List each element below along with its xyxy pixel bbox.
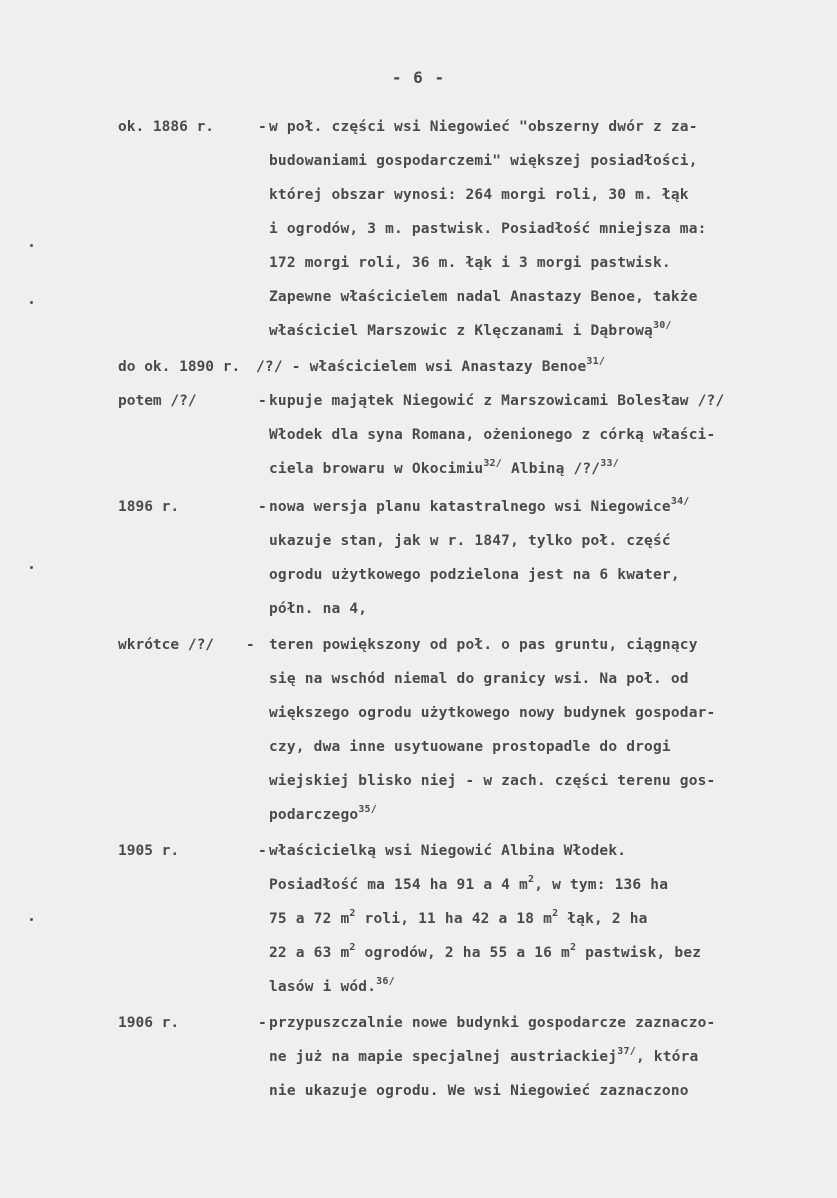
entry-text: [269, 110, 789, 348]
text-fragment: Posiadłość ma 154 ha 91 a 4 m: [269, 877, 528, 893]
text-fragment: pastwisk, bez: [576, 945, 702, 961]
superscript-unit: 2: [349, 942, 356, 954]
entry-dash: -: [258, 393, 267, 409]
entry-text: [269, 834, 789, 1004]
margin-mark: [30, 244, 33, 247]
footnote-ref: 37/: [617, 1046, 636, 1058]
superscript-unit: 2: [349, 908, 356, 920]
entry-date: ok. 1886 r.: [118, 119, 215, 135]
text-line: czy, dwa inne usytuowane prostopadle do drogi: [269, 739, 671, 755]
text-line: ogrodu użytkowego podzielona jest na 6 kwater,: [269, 567, 680, 583]
text-line: [269, 798, 789, 832]
text-line: półn. na 4,: [269, 601, 368, 617]
entry-text: [256, 350, 776, 384]
text-line: wiejskiej blisko niej - w zach. części terenu gos-: [269, 773, 716, 789]
footnote-ref: 30/: [652, 320, 672, 332]
text-fragment: ogrodów, 2 ha 55 a 16 m: [355, 945, 570, 961]
text-line: teren powiększony od poł. o pas gruntu, ciągnący: [269, 637, 698, 653]
text-line: [269, 902, 789, 936]
margin-mark: [30, 301, 33, 304]
text-line: [269, 970, 789, 1004]
text-line: przypuszczalnie nowe budynki gospodarcze zaznaczo-: [269, 1015, 716, 1031]
entry-dash: -: [258, 843, 267, 859]
footnote-ref: 35/: [358, 804, 377, 816]
entry-dash: -: [246, 637, 255, 653]
margin-mark: [30, 566, 33, 569]
text-fragment: Albiną /?/: [510, 461, 601, 477]
text-line: większego ogrodu użytkowego nowy budynek gospodar-: [269, 705, 716, 721]
text-line: ukazuje stan, jak w r. 1847, tylko poł. część: [269, 533, 671, 549]
text-fragment: nowa wersja planu katastralnego wsi Niegowice: [269, 499, 671, 515]
footnote-ref: 31/: [586, 356, 606, 368]
footnote-ref: 32/: [483, 458, 502, 470]
text-line: której obszar wynosi: 264 morgi roli, 30 m. łąk: [269, 187, 689, 203]
text-fragment: łąk, 2 ha: [558, 911, 648, 927]
text-fragment: /?/ - właścicielem wsi Anastazy Benoe: [256, 359, 587, 375]
text-line: Zapewne właścicielem nadal Anastazy Benoe, także: [269, 289, 698, 305]
text-line: właścicielką wsi Niegowić Albina Włodek.: [269, 843, 627, 859]
entry-date: 1896 r.: [118, 499, 180, 515]
text-line: w poł. części wsi Niegowieć "obszerny dwór z za-: [269, 119, 698, 135]
text-line: i ogrodów, 3 m. pastwisk. Posiadłość mniejsza ma:: [269, 221, 707, 237]
superscript-unit: 2: [552, 908, 559, 920]
entry-date: potem /?/: [118, 393, 197, 409]
text-line: Włodek dla syna Romana, ożenionego z córką właści-: [269, 427, 716, 443]
entry-text: [269, 384, 789, 486]
entry-dash: -: [258, 119, 267, 135]
entry-text: [269, 490, 789, 626]
text-line: 172 morgi roli, 36 m. łąk i 3 morgi pastwisk.: [269, 255, 671, 271]
text-fragment: , która: [635, 1049, 699, 1065]
text-fragment: ne już na mapie specjalnej austriackiej: [269, 1049, 618, 1065]
text-line: [269, 1040, 789, 1074]
text-fragment: właściciel Marszowic z Klęczanami i Dąbrową: [269, 323, 653, 339]
text-fragment: podarczego: [269, 807, 359, 823]
text-fragment: , w tym: 136 ha: [534, 877, 669, 893]
superscript-unit: 2: [569, 942, 577, 954]
text-line: kupuje majątek Niegowić z Marszowicami Bolesław /?/: [269, 393, 725, 409]
entry-date: 1906 r.: [118, 1015, 180, 1031]
text-line: [256, 350, 776, 384]
footnote-ref: 34/: [670, 496, 690, 508]
text-line: [269, 868, 789, 902]
text-fragment: ciela browaru w Okocimiu: [269, 461, 484, 477]
page-number: - 6 -: [391, 68, 446, 87]
superscript-unit: 2: [527, 874, 535, 886]
entry-date: wkrótce /?/: [118, 637, 215, 653]
entry-dash: -: [258, 499, 267, 515]
footnote-ref: 36/: [376, 976, 395, 988]
text-line: budowaniami gospodarczemi" większej posiadłości,: [269, 153, 698, 169]
entry-date: do ok. 1890 r.: [118, 359, 241, 375]
text-line: nie ukazuje ogrodu. We wsi Niegowieć zaznaczono: [269, 1083, 689, 1099]
text-line: [269, 452, 789, 486]
text-fragment: lasów i wód.: [269, 979, 377, 995]
text-fragment: 22 a 63 m: [269, 945, 350, 961]
margin-mark: [30, 918, 33, 921]
text-line: [269, 490, 789, 524]
text-line: się na wschód niemal do granicy wsi. Na poł. od: [269, 671, 689, 687]
entry-date: 1905 r.: [118, 843, 180, 859]
footnote-ref: 33/: [600, 458, 619, 470]
text-fragment: 75 a 72 m: [269, 911, 350, 927]
text-line: [269, 936, 789, 970]
text-fragment: roli, 11 ha 42 a 18 m: [355, 911, 553, 927]
entry-dash: -: [258, 1015, 267, 1031]
entry-text: [269, 1006, 789, 1108]
text-line: [269, 314, 789, 348]
entry-text: [269, 628, 789, 832]
